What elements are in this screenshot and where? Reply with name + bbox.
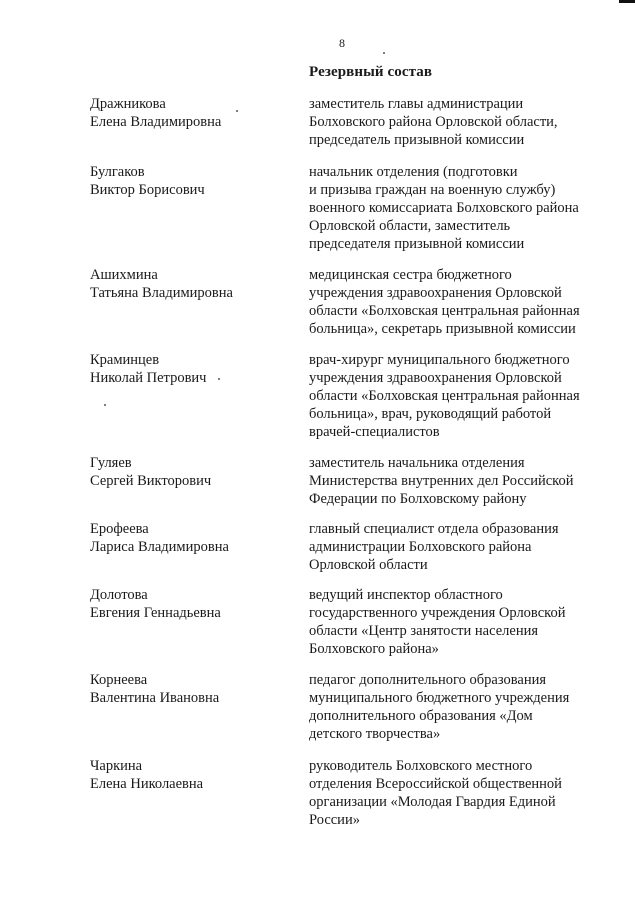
scan-speck bbox=[104, 404, 106, 406]
role-line: заместитель главы администрации bbox=[309, 96, 524, 112]
member-role bbox=[309, 163, 609, 253]
role-line: учреждения здравоохранения Орловской bbox=[309, 370, 562, 386]
scan-speck bbox=[218, 378, 220, 380]
role-line: России» bbox=[309, 812, 360, 828]
role-line: области «Центр занятости населения bbox=[309, 623, 539, 639]
member-name bbox=[90, 586, 295, 622]
role-line: области «Болховская центральная районная bbox=[309, 303, 580, 319]
member-name bbox=[90, 163, 295, 199]
member-role bbox=[309, 671, 609, 743]
role-line: председателя призывной комиссии bbox=[309, 236, 525, 252]
member-surname: Краминцев bbox=[90, 352, 160, 368]
member-role bbox=[309, 586, 609, 658]
role-line: организации «Молодая Гвардия Единой bbox=[309, 794, 556, 810]
member-name bbox=[90, 520, 295, 556]
member-surname: Гуляев bbox=[90, 455, 132, 471]
member-given-names: Валентина Ивановна bbox=[90, 690, 220, 706]
role-line: больница», секретарь призывной комиссии bbox=[309, 321, 576, 337]
role-line: руководитель Болховского местного bbox=[309, 758, 533, 774]
member-given-names: Елена Николаевна bbox=[90, 776, 204, 792]
member-given-names: Татьяна Владимировна bbox=[90, 285, 233, 301]
role-line: Министерства внутренних дел Российской bbox=[309, 473, 574, 489]
role-line: врач-хирург муниципального бюджетного bbox=[309, 352, 570, 368]
member-name bbox=[90, 671, 295, 707]
role-line: Орловской области, заместитель bbox=[309, 218, 511, 234]
role-line: детского творчества» bbox=[309, 726, 441, 742]
member-surname: Чаркина bbox=[90, 758, 143, 774]
member-surname: Булгаков bbox=[90, 164, 145, 180]
role-line: администрации Болховского района bbox=[309, 539, 532, 555]
member-name bbox=[90, 266, 295, 302]
role-line: больница», врач, руководящий работой bbox=[309, 406, 552, 422]
role-line: ведущий инспектор областного bbox=[309, 587, 503, 603]
member-surname: Дражникова bbox=[90, 96, 166, 112]
member-surname: Долотова bbox=[90, 587, 148, 603]
member-name bbox=[90, 95, 295, 131]
member-given-names: Сергей Викторович bbox=[90, 473, 212, 489]
role-line: медицинская сестра бюджетного bbox=[309, 267, 512, 283]
role-line: дополнительного образования «Дом bbox=[309, 708, 533, 724]
role-line: и призыва граждан на военную службу) bbox=[309, 182, 556, 198]
member-role bbox=[309, 95, 609, 149]
scan-speck bbox=[383, 52, 385, 54]
role-line: учреждения здравоохранения Орловской bbox=[309, 285, 562, 301]
member-given-names: Лариса Владимировна bbox=[90, 539, 229, 555]
role-line: отделения Всероссийской общественной bbox=[309, 776, 562, 792]
member-role bbox=[309, 520, 609, 574]
role-line: Болховского района» bbox=[309, 641, 439, 657]
scan-speck bbox=[236, 110, 238, 112]
role-line: государственного учреждения Орловской bbox=[309, 605, 566, 621]
member-name bbox=[90, 454, 295, 490]
member-surname: Ашихмина bbox=[90, 267, 158, 283]
role-line: области «Болховская центральная районная bbox=[309, 388, 580, 404]
member-surname: Корнеева bbox=[90, 672, 148, 688]
member-role bbox=[309, 454, 609, 508]
member-role bbox=[309, 266, 609, 338]
role-line: главный специалист отдела образования bbox=[309, 521, 559, 537]
member-given-names: Николай Петрович bbox=[90, 370, 207, 386]
member-given-names: Елена Владимировна bbox=[90, 114, 222, 130]
role-line: врачей-специалистов bbox=[309, 424, 440, 440]
member-given-names: Евгения Геннадьевна bbox=[90, 605, 221, 621]
member-role bbox=[309, 351, 609, 441]
role-line: Орловской области bbox=[309, 557, 428, 573]
role-line: Болховского района Орловской области, bbox=[309, 114, 558, 130]
page-number: 8 bbox=[339, 36, 345, 50]
role-line: муниципального бюджетного учреждения bbox=[309, 690, 570, 706]
role-line: военного комиссариата Болховского района bbox=[309, 200, 579, 216]
scan-edge-mark bbox=[619, 0, 635, 3]
role-line: начальник отделения (подготовки bbox=[309, 164, 518, 180]
member-role bbox=[309, 757, 609, 829]
role-line: Федерации по Болховскому району bbox=[309, 491, 527, 507]
role-line: заместитель начальника отделения bbox=[309, 455, 525, 471]
section-title: Резервный состав bbox=[309, 64, 433, 80]
member-surname: Ерофеева bbox=[90, 521, 149, 537]
member-name bbox=[90, 351, 295, 387]
role-line: председатель призывной комиссии bbox=[309, 132, 525, 148]
role-line: педагог дополнительного образования bbox=[309, 672, 547, 688]
member-name bbox=[90, 757, 295, 793]
member-given-names: Виктор Борисович bbox=[90, 182, 205, 198]
